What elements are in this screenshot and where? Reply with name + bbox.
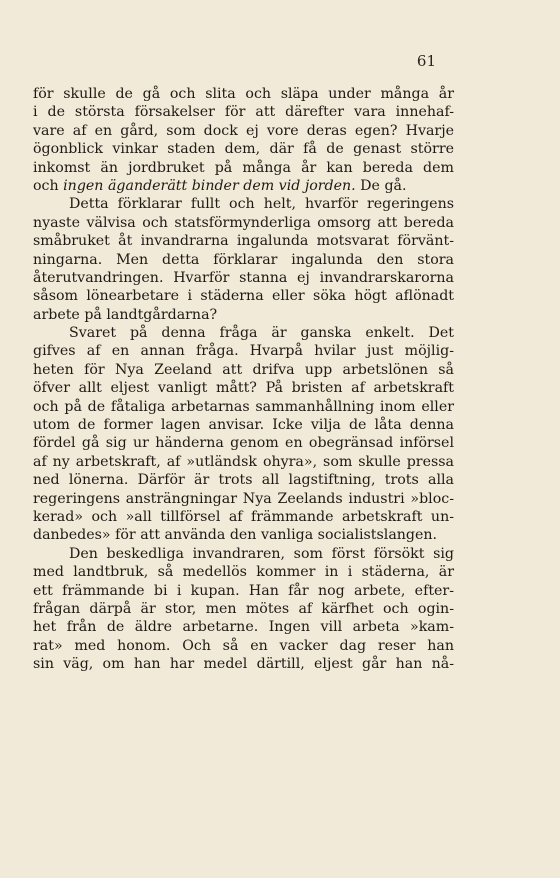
text-line: arbete på landtgårdarna? [33, 306, 218, 323]
text-line: med landtbruk, så medellös kommer in i städerna, är [33, 564, 454, 581]
text-line: Svaret på denna fråga är ganska enkelt. Det [69, 325, 454, 342]
text-line: i de största försakelser för att därefter vara innehaf- [33, 104, 454, 121]
text-line: och på de fåtaliga arbetarnas sammanhållning inom eller [33, 398, 454, 415]
text-line: utom de former lagen anvisar. Icke vilja de låta denna [33, 417, 454, 434]
text-line: ned lönerna. Därför är trots all lagstiftning, trots alla [33, 472, 454, 489]
text-line: danbedes» för att använda den vanliga socialistslangen. [33, 527, 438, 544]
text-line: för skulle de gå och slita och släpa under många år [33, 86, 454, 102]
text-line: sin väg, om han har medel därtill, eljest går han nå- [33, 656, 454, 673]
text-line: af ny arbetskraft, af »utländsk ohyra», som skulle pressa [33, 453, 454, 470]
text-line: vare af en gård, som dock ej vore deras egen? Hvarje [33, 122, 454, 139]
text-line: rat» med honom. Och så en vacker dag reser han [33, 637, 454, 654]
text-line: öfver allt eljest vanligt mått? På bristen af arbetskraft [33, 380, 454, 397]
text-line: ett främmande bi i kupan. Han får nog arbete, efter- [33, 582, 454, 599]
text-line: fördel gå sig ur händerna genom en obegränsad införsel [33, 435, 454, 452]
text-line: nyaste välvisa och statsförmynderliga omsorg att bereda [33, 214, 454, 231]
text-fragment: och [33, 177, 64, 194]
text-line: inkomst än jordbruket på många år kan bereda dem [33, 159, 454, 176]
text-line: het från de äldre arbetarne. Ingen vill arbeta »kam- [33, 619, 454, 636]
body-text [33, 85, 454, 674]
text-line: heten för Nya Zeeland att drifva upp arbetslönen så [33, 361, 454, 378]
text-line: frågan därpå är stor, men mötes af kärfhet och ogin- [33, 600, 454, 617]
text-line [33, 177, 454, 195]
text-line: såsom lönearbetare i städerna eller söka högt aflönadt [33, 288, 454, 305]
text-line: småbruket åt invandrarna ingalunda motsvarat förvänt- [33, 233, 454, 250]
text-line: regeringens ansträngningar Nya Zeelands industri »bloc- [33, 490, 454, 507]
text-line: ningarna. Men detta förklarar ingalunda den stora [33, 251, 454, 268]
text-line: ögonblick vinkar staden dem, där få de genast större [33, 141, 454, 158]
text-line: kerad» och »all tillförsel af främmande arbetskraft un- [33, 508, 454, 525]
text-fragment: De gå. [355, 177, 407, 194]
text-line: Detta förklarar fullt och helt, hvarför regeringens [69, 196, 454, 213]
text-line: gifves af en annan fråga. Hvarpå hvilar just möjlig- [33, 343, 454, 360]
text-line: återutvandringen. Hvarför stanna ej invandrarskarorna [33, 269, 454, 286]
text-line: Den beskedliga invandraren, som först försökt sig [69, 545, 454, 562]
italic-phrase: ingen äganderätt binder dem vid jorden. [63, 177, 356, 194]
page-number: 61 [416, 52, 436, 70]
